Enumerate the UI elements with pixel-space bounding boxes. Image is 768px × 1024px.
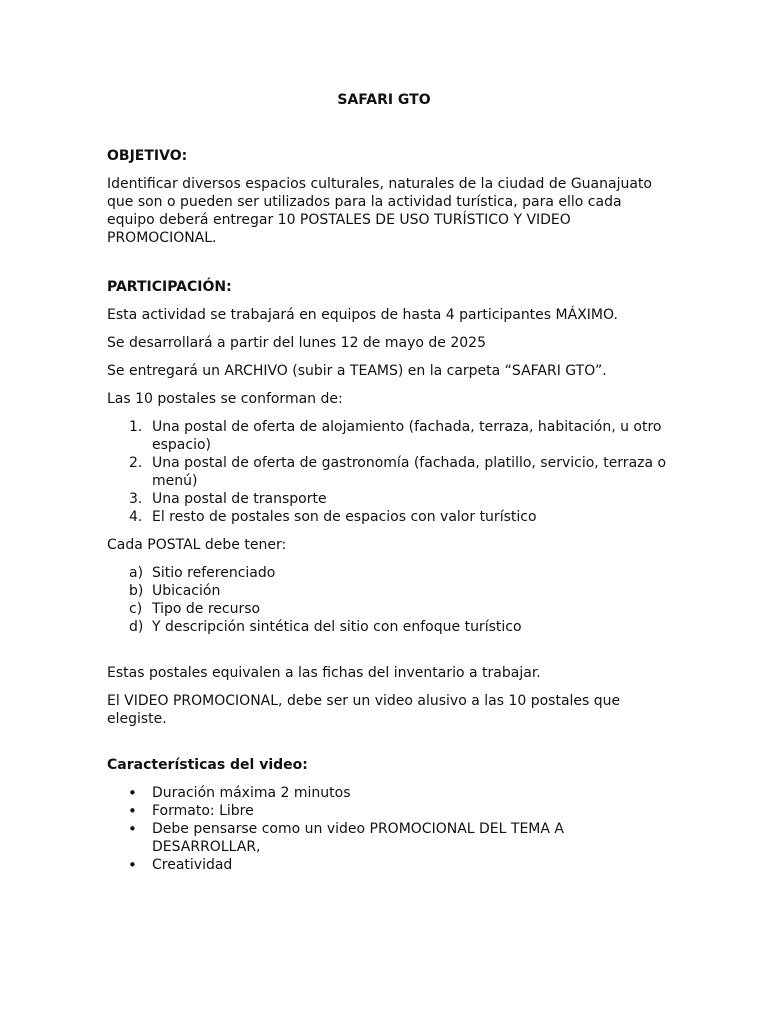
list-item	[107, 454, 667, 490]
list-marker: b)	[129, 583, 144, 599]
list-marker: d)	[129, 619, 144, 635]
document-content	[107, 147, 667, 874]
bullet-icon: •	[128, 802, 137, 820]
requisitos-list	[107, 564, 667, 636]
bullet-icon: •	[128, 820, 137, 838]
list-item	[107, 618, 667, 636]
list-marker: a)	[129, 565, 144, 581]
list-item	[107, 600, 667, 618]
list-item	[107, 508, 667, 526]
participacion-paragraph: Esta actividad se trabajará en equipos de hasta 4 participantes MÁXIMO.	[107, 307, 618, 323]
list-marker: 3.	[129, 491, 143, 507]
list-marker: 4.	[129, 509, 143, 525]
list-marker: 1.	[129, 419, 143, 435]
list-item	[107, 490, 667, 508]
video-list	[107, 784, 667, 874]
participacion-heading: PARTICIPACIÓN:	[107, 279, 232, 295]
video-heading: Características del video:	[107, 757, 308, 773]
participacion-paragraph: Las 10 postales se conforman de:	[107, 391, 343, 407]
list-item-text: Ubicación	[152, 583, 221, 599]
list-item-text: El resto de postales son de espacios con valor turístico	[152, 509, 537, 525]
objetivo-heading: OBJETIVO:	[107, 148, 188, 164]
list-item-text: Y descripción sintética del sitio con enfoque turístico	[152, 619, 522, 635]
participacion-paragraph: El VIDEO PROMOCIONAL, debe ser un video alusivo a las 10 postales que elegiste.	[107, 693, 621, 727]
bullet-icon: •	[128, 856, 137, 874]
list-item	[107, 802, 667, 820]
list-item-text: Sitio referenciado	[152, 565, 276, 581]
bullet-icon: •	[128, 784, 137, 802]
list-item-text: Una postal de oferta de alojamiento (fachada, terraza, habitación, u otro espacio)	[152, 419, 662, 453]
participacion-paragraph: Se desarrollará a partir del lunes 12 de mayo de 2025	[107, 335, 486, 351]
list-item	[107, 418, 667, 454]
list-marker: 2.	[129, 455, 143, 471]
list-item	[107, 820, 667, 856]
list-item	[107, 582, 667, 600]
list-item	[107, 784, 667, 802]
participacion-paragraph: Cada POSTAL debe tener:	[107, 537, 287, 553]
list-marker: c)	[129, 601, 143, 617]
list-item-text: Una postal de transporte	[152, 491, 327, 507]
participacion-paragraph: Se entregará un ARCHIVO (subir a TEAMS) en la carpeta “SAFARI GTO”.	[107, 363, 607, 379]
list-item-text: Tipo de recurso	[152, 601, 261, 617]
list-item-text: Formato: Libre	[152, 803, 254, 819]
objetivo-text: Identificar diversos espacios culturales, naturales de la ciudad de Guanajuato que son o pueden ser utilizados para la actividad turística, para ello cada equipo deberá entregar 10 POSTALES DE USO TURÍSTICO Y VIDEO PROMOCIONAL.	[107, 176, 652, 246]
postales-list	[107, 418, 667, 526]
list-item-text: Duración máxima 2 minutos	[152, 785, 351, 801]
document-title: SAFARI GTO	[337, 92, 431, 108]
participacion-paragraph: Estas postales equivalen a las fichas del inventario a trabajar.	[107, 665, 541, 681]
list-item-text: Debe pensarse como un video PROMOCIONAL DEL TEMA A DESARROLLAR,	[152, 821, 564, 855]
list-item	[107, 856, 667, 874]
list-item-text: Una postal de oferta de gastronomía (fachada, platillo, servicio, terraza o menú)	[152, 455, 667, 489]
list-item-text: Creatividad	[152, 857, 233, 873]
list-item	[107, 564, 667, 582]
